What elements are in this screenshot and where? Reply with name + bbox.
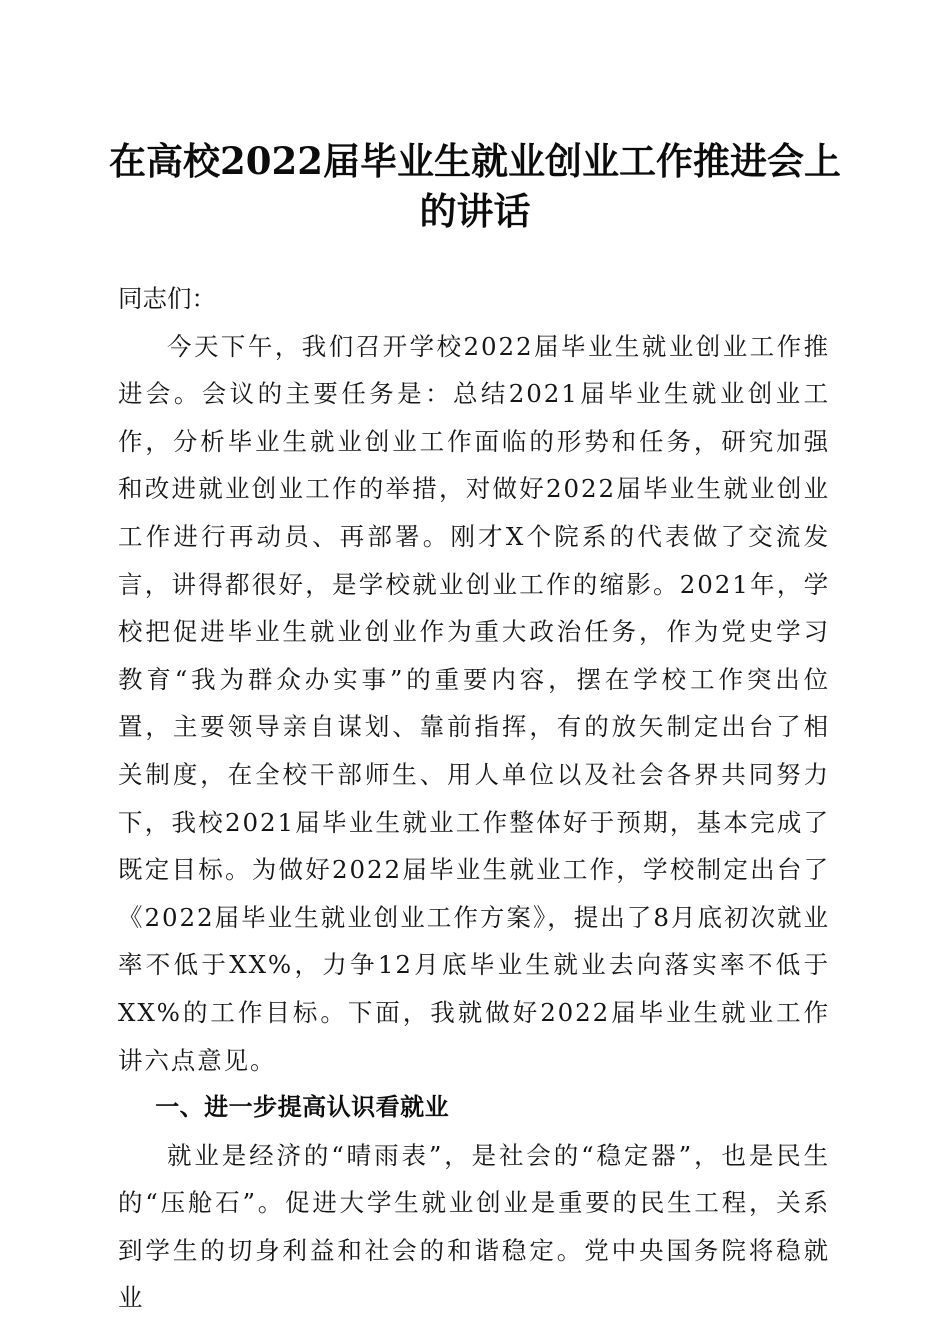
section-paragraph: 就业是经济的“晴雨表”，是社会的“稳定器”，也是民生的“压舱石”。促进大学生就业创业是重要的民生工程，关系到学生的切身利益和社会的和谐稳定。党中央国务院将稳就业 <box>118 1140 830 1313</box>
section-heading: 一、进一步提高认识看就业 <box>155 1093 450 1122</box>
document-body <box>118 275 830 1322</box>
intro-paragraph: 今天下午，我们召开学校2022届毕业生就业创业工作推进会。会议的主要任务是：总结2021届毕业生就业创业工作，分析毕业生就业创业工作面临的形势和任务，研究加强和改进就业创业工作的举措，对做好2022届毕业生就业创业工作进行再动员、再部署。刚才X个院系的代表做了交流发言，讲得都很好，是学校就业创业工作的缩影。2021年，学校把促进毕业生就业创业作为重大政治任务，作为党史学习教育“我为群众办实事”的重要内容，摆在学校工作突出位置，主要领导亲自谋划、靠前指挥，有的放矢制定出台了相关制度，在全校干部师生、用人单位以及社会各界共同努力下，我校2021届毕业生就业工作整体好于预期，基本完成了既定目标。为做好2022届毕业生就业工作，学校制定出台了《2022届毕业生就业创业工作方案》，提出了8月底初次就业率不低于XX%，力争12月底毕业生就业去向落实率不低于XX%的工作目标。下面，我就做好2022届毕业生就业工作讲六点意见。 <box>118 331 830 1075</box>
document-title: 在高校2022届毕业生就业创业工作推进会上的讲话 <box>109 139 841 233</box>
salutation: 同志们： <box>118 284 216 313</box>
